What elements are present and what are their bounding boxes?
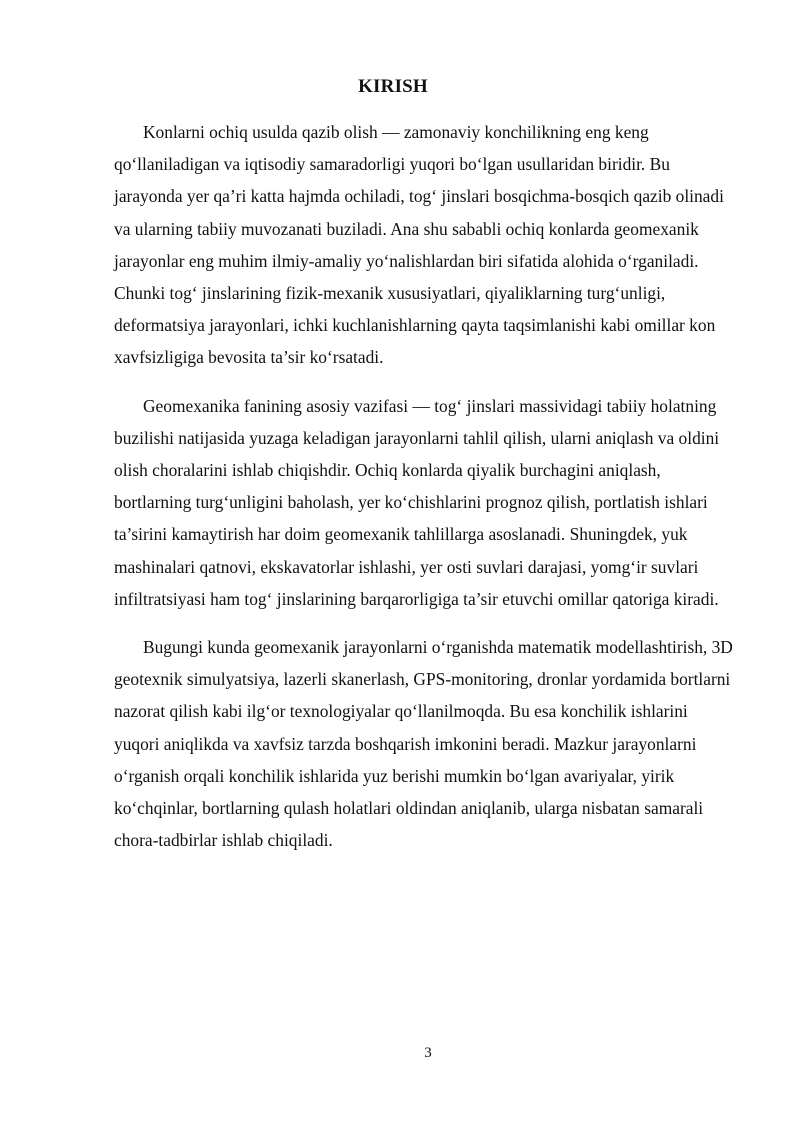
page-number: 3 [424, 1045, 432, 1061]
section-heading: KIRISH [358, 76, 428, 97]
paragraph-3: Bugungi kunda geomexanik jarayonlarni o‘rganishda matematik modellashtirish, 3D geotexnik simulyatsiya, lazerli skanerlash, GPS-monitoring, dronlar yordamida bortlarni nazorat qilish kabi ilg‘or texnologiyalar qo‘llanilmoqda. Bu esa konchilik ishlarini yuqori aniqlikda va xavfsiz tarzda boshqarish imkonini beradi. Mazkur jarayonlarni o‘rganish orqali konchilik ishlarida yuz berishi mumkin bo‘lgan avariyalar, yirik ko‘chqinlar, bortlarning qulash holatlari oldindan aniqlanib, ularga nisbatan samarali chora-tadbirlar ishlab chiqiladi. [114, 637, 733, 851]
paragraph-2: Geomexanika fanining asosiy vazifasi — tog‘ jinslari massividagi tabiiy holatning buzilishi natijasida yuzaga keladigan jarayonlarni tahlil qilish, ularni aniqlash va oldini olish choralarini ishlab chiqishdir. Ochiq konlarda qiyalik burchagini aniqlash, bortlarning turg‘unligini baholash, yer ko‘chishlarini prognoz qilish, portlatish ishlari ta’sirini kamaytirish har doim geomexanik tahlillarga asoslanadi. Shuningdek, yuk mashinalari qatnovi, ekskavatorlar ishlashi, yer osti suvlari darajasi, yomg‘ir suvlari infiltratsiyasi ham tog‘ jinslarining barqarorligiga ta’sir etuvchi omillar qatoriga kiradi. [114, 395, 720, 609]
paragraph-1: Konlarni ochiq usulda qazib olish — zamonaviy konchilikning eng keng qo‘llaniladigan va iqtisodiy samaradorligi yuqori bo‘lgan usullaridan biridir. Bu jarayonda yer qa’ri katta hajmda ochiladi, tog‘ jinslari bosqichma-bosqich qazib olinadi va ularning tabiiy muvozanati buziladi. Ana shu sababli ochiq konlarda geomexanik jarayonlar eng muhim ilmiy-amaliy yo‘nalishlardan biri sifatida alohida o‘rganiladi. Chunki tog‘ jinslarining fizik-mexanik xususiyatlari, qiyaliklarning turg‘unligi, deformatsiya jarayonlari, ichki kuchlanishlarning qayta taqsimlanishi kabi omillar kon xavfsizligiga bevosita ta’sir ko‘rsatadi. [114, 122, 724, 368]
body-text [114, 116, 736, 856]
